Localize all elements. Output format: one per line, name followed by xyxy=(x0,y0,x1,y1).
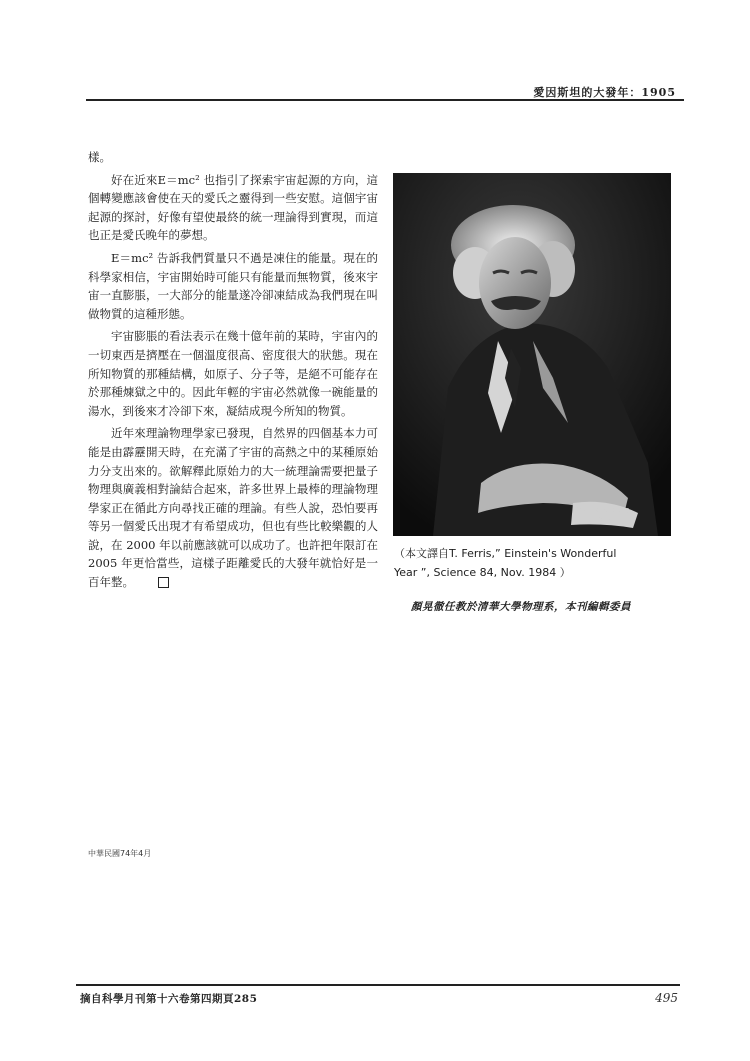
article-paragraph-4 xyxy=(88,424,378,591)
einstein-portrait-photo xyxy=(393,173,671,536)
portrait-illustration xyxy=(393,173,671,536)
article-paragraph-4-text: 近年來理論物理學家已發現，自然界的四個基本力可能是由霹靂開天時，在充滿了宇宙的高熱之中的某種原始力分支出來的。欲解釋此原始力的大一統理論需要把量子物理與廣義相對論結合起來，許多世界上最棒的理論物理學家正在循此方向尋找正確的理論。有些人說，恐怕要再等另一個愛氏出現才有希望成功，但也有些比較樂觀的人說，在 2000 年以前應該就可以成功了。也許把年限訂在 2005 年更恰當些，這樣子距離愛氏的大發年就恰好是一百年整。 xyxy=(88,426,378,590)
end-of-article-mark xyxy=(158,577,169,588)
article-paragraph-0: 樣。 xyxy=(88,150,111,164)
signature-line-1: Ginsu Reinburg xyxy=(573,506,629,514)
source-line-2: Year ”, Science 84, Nov. 1984 ） xyxy=(394,566,571,579)
header-rule xyxy=(86,99,684,101)
article-paragraph-2: E＝mc² 告訴我們質量只不過是凍住的能量。現在的科學家相信，宇宙開始時可能只有能量而無物質，後來宇宙一直膨脹，一大部分的能量遂冷卻凍結成為我們現在叫做物質的這種形態。 xyxy=(88,250,378,321)
footer-source: 摘自科學月刊第十六卷第四期頁285 xyxy=(80,993,258,1005)
photographer-signature xyxy=(573,506,629,524)
source-line-1: （本文譯自T. Ferris,” Einstein's Wonderful xyxy=(394,547,617,560)
footer-rule xyxy=(76,984,680,986)
date-stamp: 中華民國74年4月 xyxy=(88,849,152,858)
running-header-title: 愛因斯坦的大發年：1905 xyxy=(533,86,676,99)
signature-line-2: Paris xyxy=(592,515,611,523)
article-paragraph-3: 宇宙膨脹的看法表示在幾十億年前的某時，宇宙內的一切東西是擠壓在一個溫度很高、密度很大的狀態。現在所知物質的那種結構，如原子、分子等，是絕不可能存在於那種煉獄之中的。因此年輕的宇宙必然就像一碗能量的湯水，到後來才冷卻下來，凝結成現今所知的物質。 xyxy=(88,329,378,418)
author-note: 顏晃徹任教於清華大學物理系，本刊編輯委員 xyxy=(411,601,631,613)
translation-source-caption xyxy=(394,544,684,582)
article-body xyxy=(88,148,378,596)
page-number: 495 xyxy=(655,991,678,1005)
article-paragraph-1: 好在近來E＝mc² 也指引了探索宇宙起源的方向，這個轉變應該會使在天的愛氏之靈得到一些安慰。這個宇宙起源的探討，好像有望使最終的統一理論得到實現，而這也正是愛氏晚年的夢想。 xyxy=(88,172,378,243)
